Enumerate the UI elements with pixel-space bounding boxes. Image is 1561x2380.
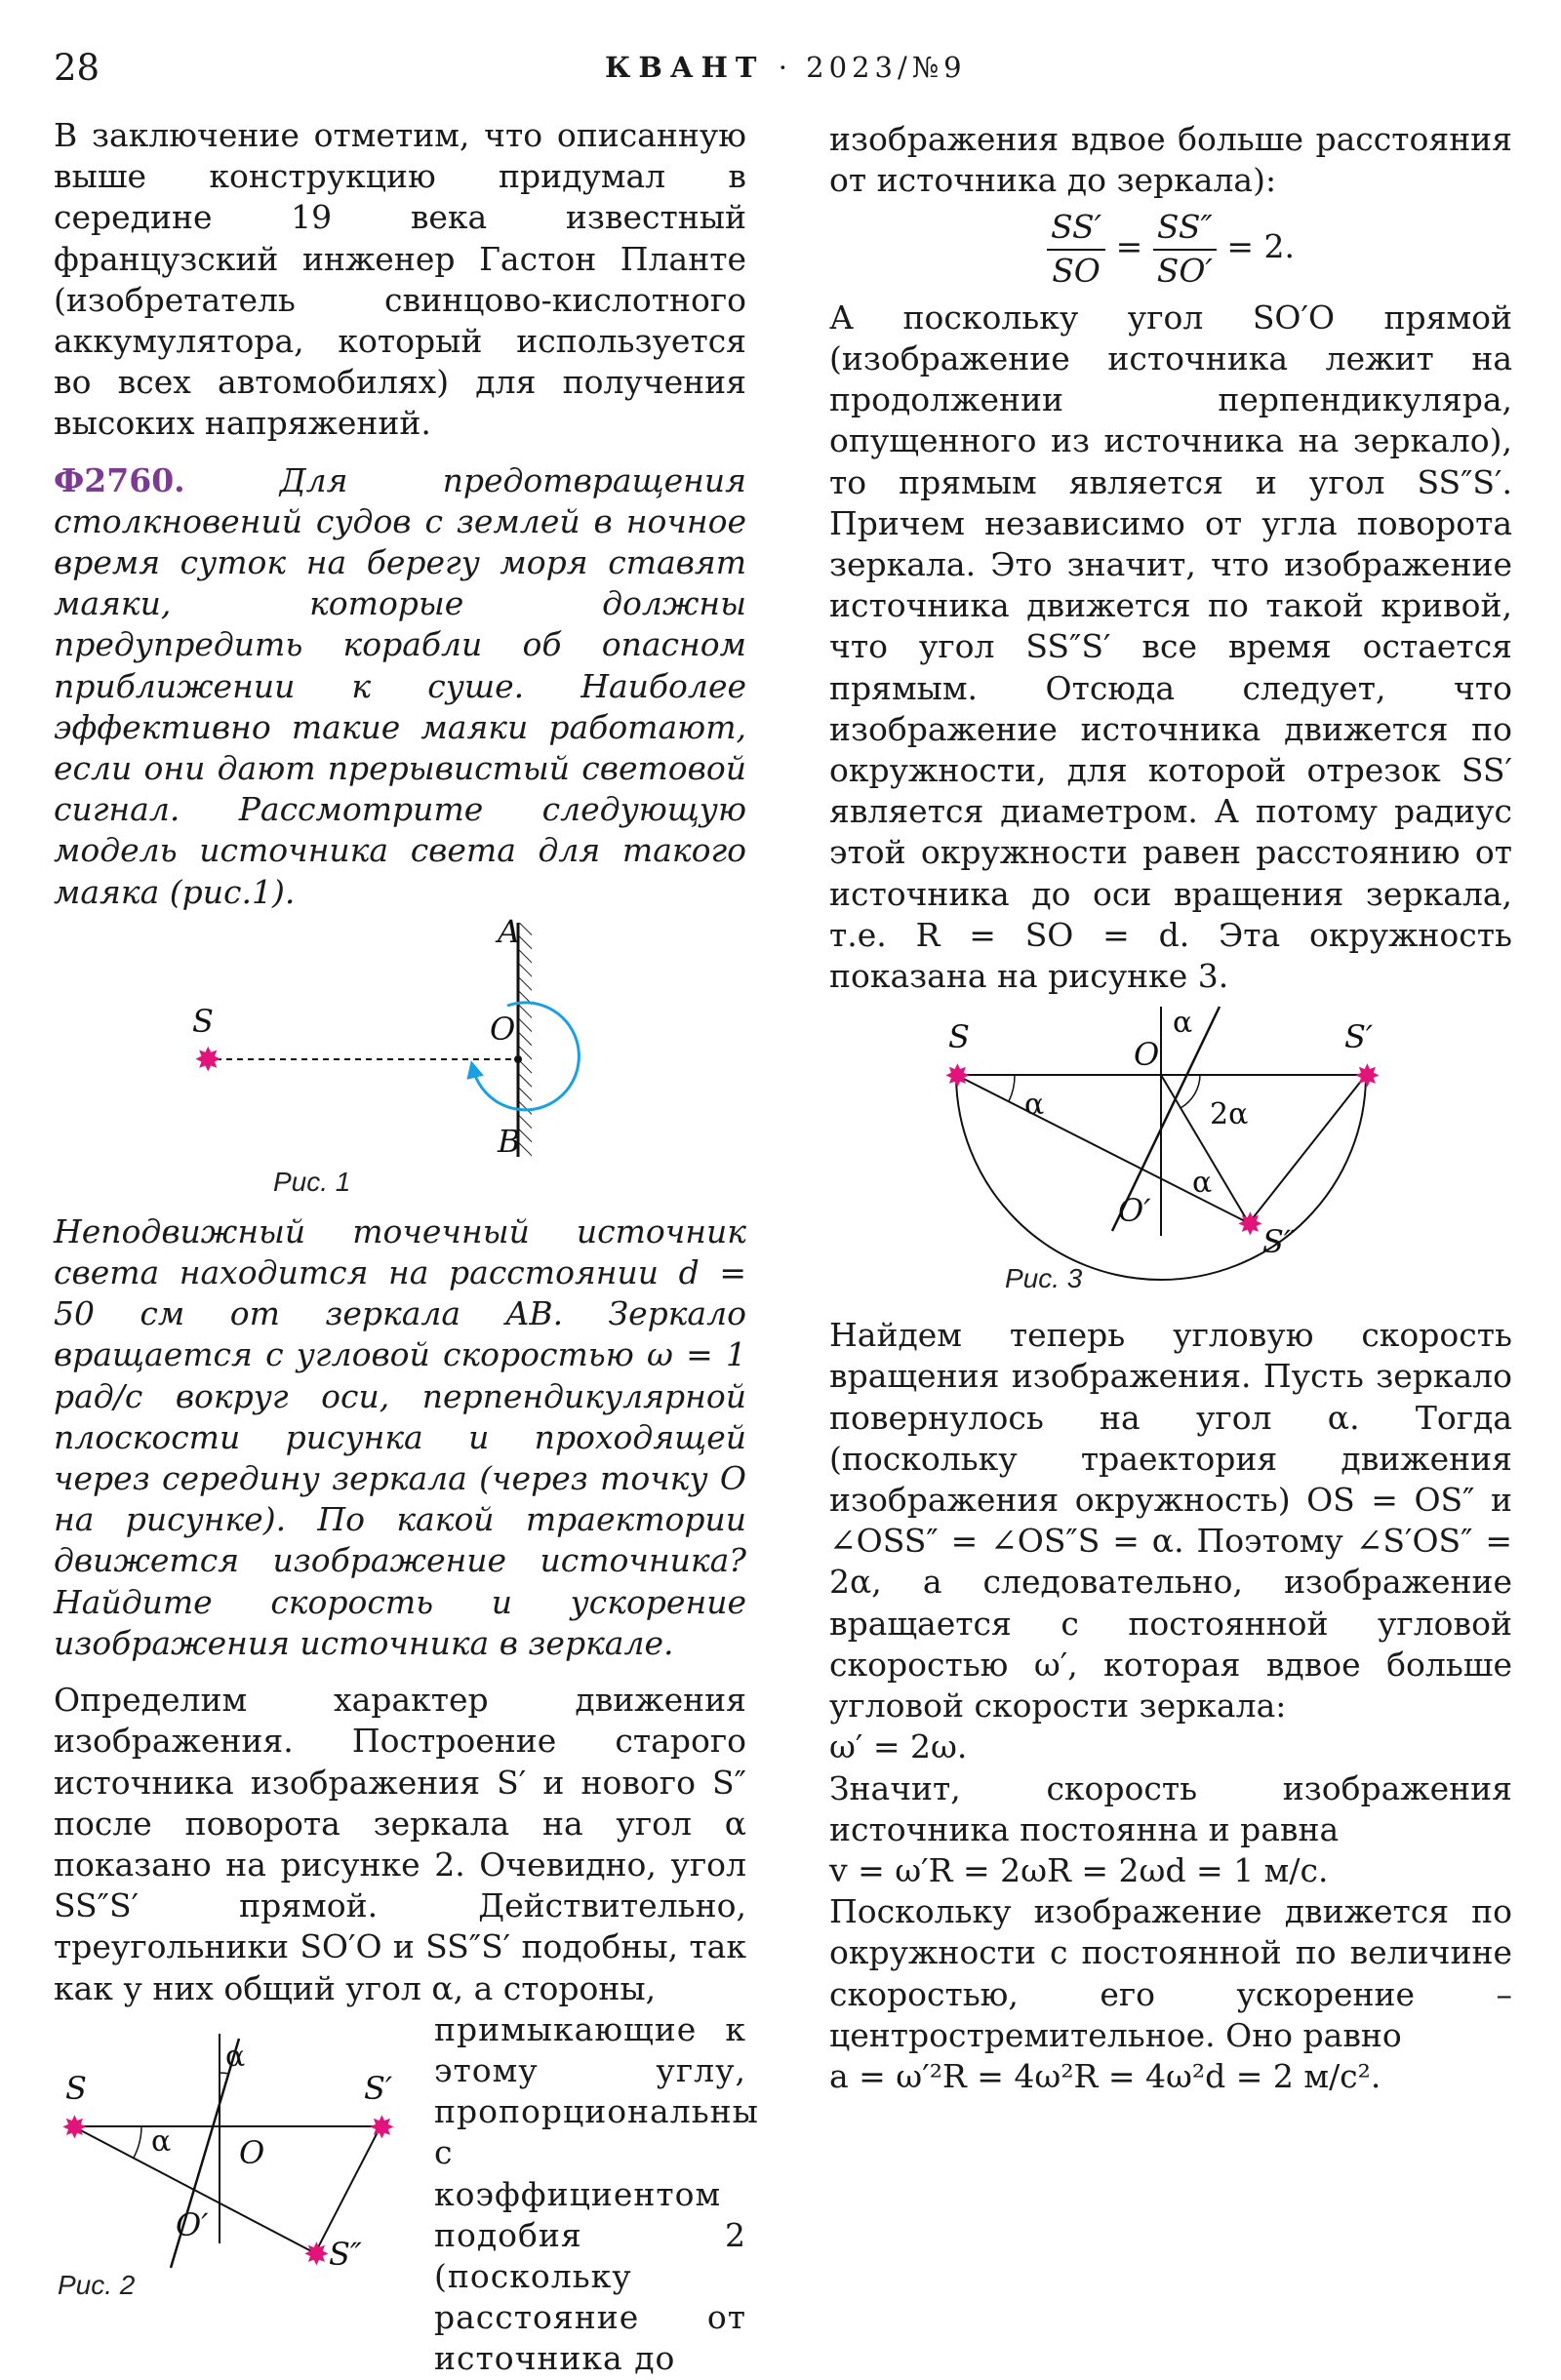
- header-separator: ·: [778, 51, 792, 84]
- star-s-icon-3: ✸: [944, 1057, 971, 1095]
- figure-3: [829, 997, 1512, 1299]
- star-s1-icon: ✸: [369, 2108, 395, 2146]
- figure-2-side-text: [434, 2009, 759, 2380]
- right-column: [829, 119, 1512, 2097]
- paragraph-continuation: изображения вдвое больше расстояния от источника до зеркала):: [829, 120, 1512, 200]
- label-b: B: [498, 1122, 521, 1160]
- paragraph-speed: Значит, скорость изображения источника постоянна и равна: [829, 1768, 1512, 1848]
- equation-ratio: $\frac{SS'}{SO}$ = $\frac{SS''}{SO'}$ = 2.: [829, 207, 1512, 291]
- label-alpha-top-3: α: [1173, 1006, 1193, 1041]
- fraction-2: $\frac{SS''}{SO'}$: [1153, 207, 1217, 291]
- left-column: [54, 115, 759, 2380]
- problem-continuation: Неподвижный точечный источник света находится на расстоянии d = 50 см от зеркала AB. Зеркало вращается с угловой скоростью ω = 1 рад/с вокруг оси, перпендикулярной плоскости рисунка и проходящей через середину зеркала (через точку O на рисунке). По какой траектории движется изображение источника? Найдите скорость и ускорение изображения источника в зеркале.: [54, 1211, 746, 1662]
- paragraph-right-angle: А поскольку угол SO′O прямой (изображение источника лежит на продолжении перпендикуляра, опущенного из источника на зеркало), то прямым является и угол SS″S′. Причем независимо от угла поворота зеркала. Это значит, что изображение источника движется по такой кривой, что угол SS″S′ все время остается прямым. Отсюда следует, что изображение источника движется по окружности, для которой отрезок SS′ является диаметром. А потому радиус этой окружности равен расстоянию от источника до оси вращения зеркала, т.е. R = SO = d. Эта окружность показана на рисунке 3.: [829, 298, 1512, 996]
- figure-1: [54, 913, 746, 1196]
- problem-text: Для предотвращения столкновений судов с землей в ночное время суток на берегу моря ставят маяки, которые должны предупредить корабли об опасном приближении к суше. Наиболее эффективно такие маяки работают, если они дают прерывистый световой сигнал. Рассмотрите следующую модель источника света для такого маяка (рис.1).: [54, 460, 746, 911]
- axis-point-o: [514, 1055, 522, 1063]
- label-o1-2: O′: [176, 2205, 209, 2243]
- equation-speed: v = ω′R = 2ωR = 2ωd = 1 м/с.: [829, 1850, 1329, 1889]
- fraction-1: $\frac{SS'}{SO}$: [1047, 207, 1105, 291]
- label-s-3: S: [948, 1018, 970, 1056]
- star-s2-icon-3: ✸: [1237, 1206, 1263, 1244]
- label-alpha-left-3: α: [1024, 1088, 1045, 1123]
- journal-title: КВАНТ: [605, 51, 765, 84]
- label-2alpha-3: 2α: [1210, 1097, 1249, 1132]
- solution-intro: Определим характер движения изображения. Построение старого источника изображения S′ и нового S″ после поворота зеркала на угол α показано на рисунке 2. Очевидно, угол SS″S′ прямой. Действительно, треугольники SO′O и SS″S′ подобны, так как у них общий угол α, а стороны,: [54, 1681, 746, 2007]
- star-s1-icon-3: ✸: [1354, 1057, 1381, 1095]
- figure-2: [54, 2009, 424, 2380]
- paragraph-acceleration: Поскольку изображение движется по окружности с постоянной по величине скоростью, его ускорение – центростремительное. Оно равно: [829, 1892, 1512, 2054]
- label-o-3: O: [1134, 1036, 1160, 1074]
- problem-statement: [54, 460, 746, 913]
- page-header: [0, 47, 1561, 96]
- figure-2-caption: Рис. 2: [58, 2269, 136, 2300]
- label-alpha-2: α: [151, 2123, 172, 2159]
- mirror-hatching: [518, 923, 532, 1157]
- paragraph-conclusion: В заключение отметим, что описанную выше конструкцию придумал в середине 19 века известный французский инженер Гастон Планте (изобретатель свинцово-кислотного аккумулятора, который используется во всех автомобилях) для получения высоких напряжений.: [54, 116, 746, 443]
- angle-arc-2: [134, 2126, 141, 2158]
- label-s-2: S: [65, 2069, 87, 2107]
- figure-1-caption: Рис. 1: [273, 1166, 351, 1196]
- label-s: S: [192, 1002, 214, 1040]
- label-o-2: O: [239, 2133, 265, 2171]
- label-s1-3: S′: [1344, 1018, 1374, 1056]
- label-o1-3: O′: [1118, 1192, 1151, 1230]
- label-alpha-low-3: α: [1192, 1166, 1213, 1201]
- paragraph-angular-velocity: Найдем теперь угловую скорость вращения изображения. Пусть зеркало повернулось на угол α. Тогда (поскольку траектория движения изображения окружность) OS = OS″ и ∠OSS″ = ∠OS″S = α. Поэтому ∠S′OS″ = 2α, а следовательно, изображение вращается с постоянной угловой скоростью ω′, которая вдвое больше угловой скорости зеркала:: [829, 1316, 1512, 1726]
- equation-acceleration: a = ω′²R = 4ω²R = 4ω²d = 2 м/с².: [829, 2056, 1381, 2095]
- page-number: 28: [54, 47, 100, 89]
- label-o: O: [490, 1010, 516, 1048]
- angle-arc-left-3: [1009, 1075, 1015, 1101]
- label-a: A: [498, 912, 521, 950]
- label-s2-2: S″: [329, 2235, 362, 2273]
- label-s2-3: S″: [1262, 1223, 1296, 1261]
- star-s2-icon: ✸: [303, 2235, 330, 2273]
- equation-omega: ω′ = 2ω.: [829, 1727, 968, 1766]
- star-s-icon: ✸: [61, 2108, 88, 2146]
- journal-issue: [605, 51, 967, 84]
- label-alpha-top-2: α: [225, 2039, 246, 2074]
- star-source-icon: ✸: [194, 1040, 222, 1080]
- figure-2-wrap: [54, 2009, 759, 2380]
- figure-3-caption: Рис. 3: [1005, 1263, 1083, 1294]
- line-s1-s2-3: [1249, 1075, 1366, 1223]
- solution-side-paragraph: примыкающие к этому углу, пропорциональны с коэффициентом подобия 2 (поскольку расстояние от источника до: [434, 2009, 759, 2378]
- label-s1-2: S′: [364, 2069, 393, 2107]
- problem-id: Ф2760.: [54, 460, 185, 499]
- issue-number: 2023/№9: [806, 51, 967, 84]
